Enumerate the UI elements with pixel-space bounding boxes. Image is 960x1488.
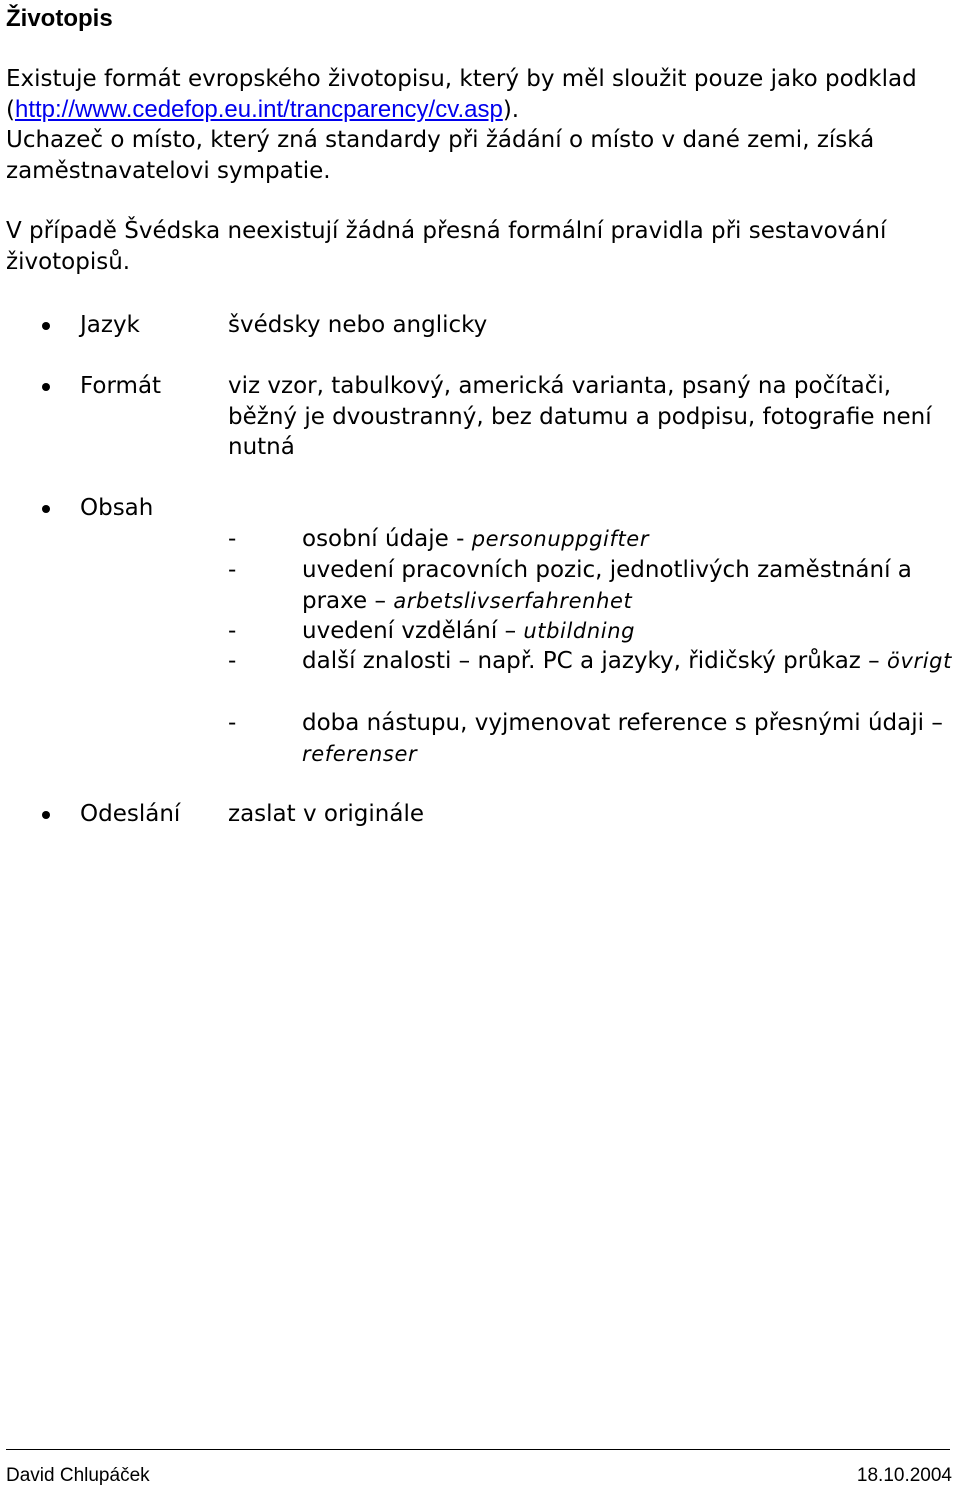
intro-paragraph	[6, 64, 946, 186]
list-dash: -	[228, 648, 237, 674]
list-dash: -	[228, 557, 237, 583]
section-value-jazyk: švédsky nebo anglicky	[228, 312, 488, 338]
item-text: uvedení vzdělání –	[302, 618, 524, 644]
swedish-term: arbetslivserfahrenhet	[393, 588, 633, 613]
swedish-term: utbildning	[523, 619, 636, 643]
item-text: osobní údaje -	[302, 526, 472, 552]
bullet-icon	[42, 811, 50, 819]
swedish-term: personuppgifter	[471, 527, 650, 551]
bullet-icon	[42, 505, 50, 513]
item-text: další znalosti – např. PC a jazyky, řidičský průkaz –	[302, 648, 887, 674]
intro-text-continued: Uchazeč o místo, který zná standardy při žádání o místo v dané zemi, získá zaměstnavatelovi sympatie.	[6, 127, 875, 184]
list-item-text	[302, 616, 952, 647]
list-item-text	[302, 646, 952, 677]
footer-divider	[6, 1449, 950, 1450]
list-item-text	[302, 708, 952, 769]
footer-date: 18.10.2004	[856, 1465, 952, 1486]
list-dash: -	[228, 710, 237, 736]
footer-author: David Chlupáček	[6, 1465, 150, 1486]
list-item-text	[302, 555, 952, 616]
list-item-text	[302, 524, 952, 555]
section-value-odeslani: zaslat v originále	[228, 801, 425, 827]
section-value-format: viz vzor, tabulkový, americká varianta, psaný na počítači, běžný je dvoustranný, bez datumu a podpisu, fotografie není nutná	[228, 373, 932, 461]
swedish-term: övrigt	[887, 649, 952, 673]
bullet-icon	[42, 322, 50, 330]
intro-text: Existuje formát evropského životopisu, který by měl sloužit pouze jako podklad (	[6, 66, 917, 123]
list-dash: -	[228, 526, 237, 552]
cedefop-link[interactable]: http://www.cedefop.eu.int/trancparency/cv.asp	[14, 95, 503, 123]
intro-text-after-link: ).	[502, 96, 520, 123]
list-dash: -	[228, 618, 237, 644]
bullet-icon	[42, 383, 50, 391]
item-text: doba nástupu, vyjmenovat reference s přesnými údaji –	[302, 710, 943, 736]
section-label-format: Formát	[80, 373, 162, 399]
item-text: uvedení pracovních pozic, jednotlivých zaměstnání a praxe –	[302, 557, 912, 614]
swedish-term: referenser	[302, 741, 418, 766]
section-label-jazyk: Jazyk	[80, 312, 140, 338]
page-title: Životopis	[6, 5, 113, 32]
sweden-note: V případě Švédska neexistují žádná přesná formální pravidla při sestavování životopisů.	[6, 218, 887, 275]
section-label-obsah: Obsah	[80, 495, 154, 521]
section-label-odeslani: Odeslání	[80, 801, 181, 827]
